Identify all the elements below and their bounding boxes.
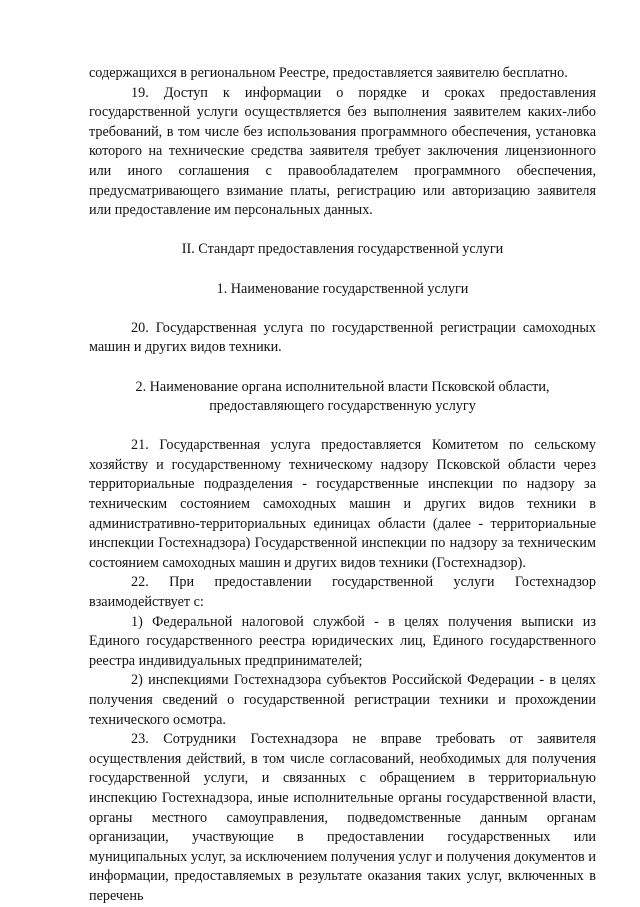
paragraph-22-item-2: 2) инспекциями Гостехнадзора субъектов Российской Федерации - в целях получения сведений о государственной регистрации техники и прохождении технического осмотра.	[89, 672, 596, 728]
spacer	[89, 221, 596, 241]
document-page	[89, 64, 596, 907]
paragraph-continuation: содержащихся в региональном Реестре, предоставляется заявителю бесплатно.	[89, 65, 568, 81]
spacer	[89, 417, 596, 437]
spacer	[89, 358, 596, 378]
section-heading: II. Стандарт предоставления государственной услуги	[181, 241, 504, 258]
spacer	[89, 299, 596, 319]
paragraph-20: 20. Государственная услуга по государственной регистрации самоходных машин и других видов техники.	[89, 319, 596, 356]
subsection-1-heading: 1. Наименование государственной услуги	[216, 280, 469, 297]
spacer	[89, 260, 596, 280]
paragraph-19: 19. Доступ к информации о порядке и сроках предоставления государственной услуги осуществляется без выполнения заявителем каких-либо требований, в том числе без использования программного обеспечения, установка которого на технические средства заявителя требует заключения лицензионного или иного соглашения с правообладателем программного обеспечения, предусматривающего взимание платы, регистрацию или авторизацию заявителя или предоставление им персональных данных.	[89, 84, 596, 219]
paragraph-22-item-1: 1) Федеральной налоговой службой - в целях получения выписки из Единого государственного реестра юридических лиц, Единого государственного реестра индивидуальных предпринимателей;	[89, 613, 596, 669]
paragraph-23: 23. Сотрудники Гостехнадзора не вправе требовать от заявителя осуществления действий, в том числе согласований, необходимых для получения государственной услуги, и связанных с обращением в территориальную инспекцию Гостехнадзора, иные исполнительные органы государственной власти, органы местного самоуправления, подведомственные данным органам организации, участвующие в предоставлении государственных или муниципальных услуг, за исключением получения услуг и получения документов и информации, предоставляемых в результате оказания таких услуг, включенных в перечень	[89, 731, 596, 904]
paragraph-22: 22. При предоставлении государственной услуги Гостехнадзор взаимодействует с:	[89, 574, 596, 611]
subsection-2-heading-line-1: 2. Наименование органа исполнительной власти Псковской области,	[135, 378, 550, 395]
paragraph-21: 21. Государственная услуга предоставляется Комитетом по сельскому хозяйству и государственному техническому надзору Псковской области через территориальные подразделения - государственные инспекции по надзору за техническим состоянием самоходных машин и других видов техники в административно-территориальных единицах области (далее - территориальные инспекции Гостехнадзора) Государственной инспекции по надзору за техническим состоянием самоходных машин и других видов техники (Гостехнадзор).	[89, 437, 596, 571]
subsection-2-heading-line-2: предоставляющего государственную услугу	[209, 398, 476, 415]
